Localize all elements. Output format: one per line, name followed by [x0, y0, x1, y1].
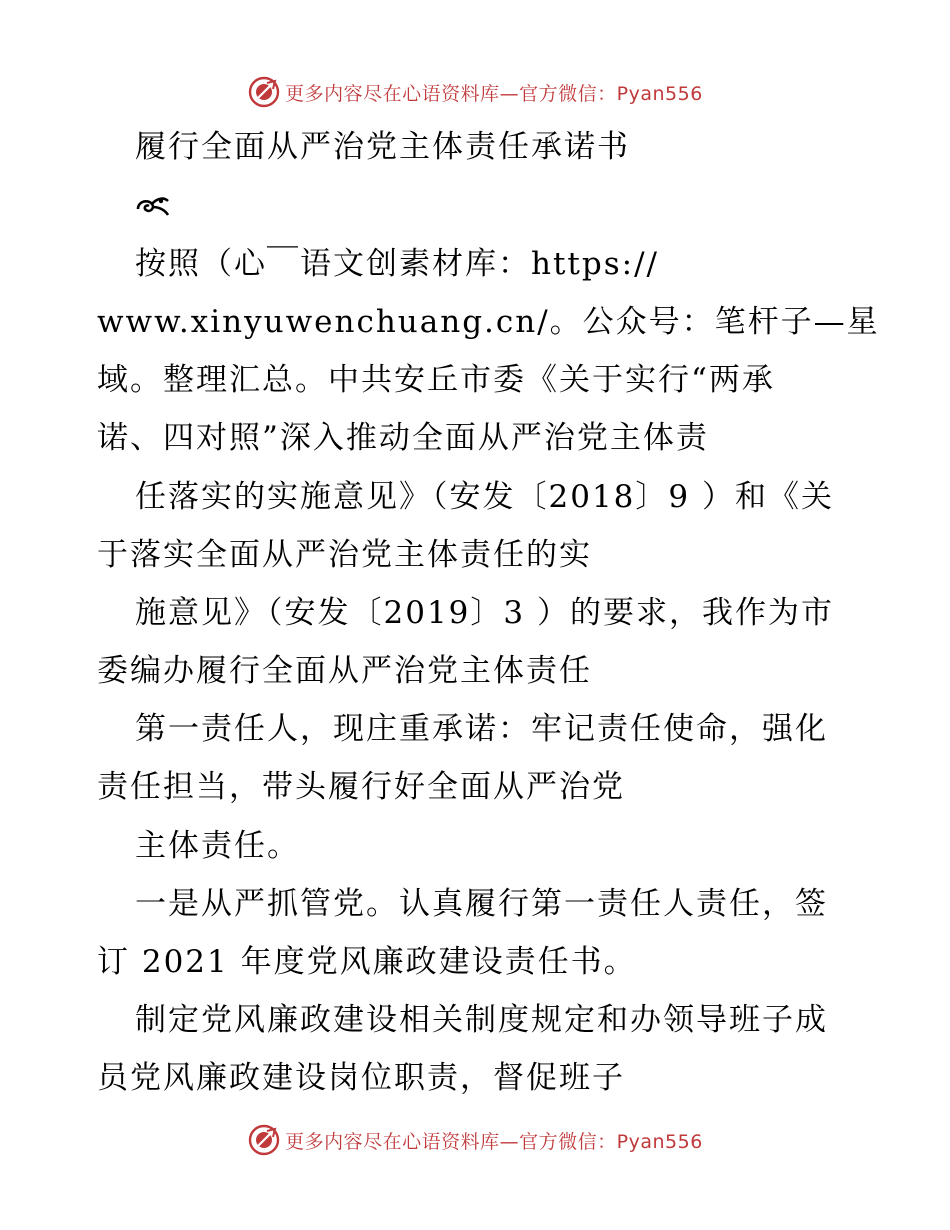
body-line-15: 员党风廉政建设岗位职责，督促班子 — [97, 1060, 625, 1096]
body-line-14: 制定党风廉政建设相关制度规定和办领导班子成 — [135, 1002, 828, 1038]
seal-icon — [247, 1123, 281, 1157]
body-line-9: 第一责任人，现庄重承诺：牢记责任使命，强化 — [135, 711, 828, 747]
body-line-13: 订 2021 年度党风廉政建设责任书。 — [97, 944, 637, 980]
body-line-11: 主体责任。 — [135, 828, 300, 864]
body-line-3: 域。整理汇总。中共安丘市委《关于实行“两承 — [97, 362, 775, 398]
body-line-2: www.xinyuwenchuang.cn/。公众号：笔杆子—星 — [97, 304, 880, 340]
footer-banner — [0, 1120, 950, 1160]
seal-icon — [247, 75, 281, 109]
footer-banner-content — [247, 1123, 703, 1157]
header-banner — [0, 72, 950, 112]
body-line-1: 按照（心￣语文创素材库：https:// — [135, 246, 659, 282]
body-line-8: 委编办履行全面从严治党主体责任 — [97, 653, 592, 689]
body-line-7: 施意见》（安发〔2019〕3 ）的要求，我作为市 — [135, 595, 834, 631]
body-line-10: 责任担当，带头履行好全面从严治党 — [97, 769, 625, 805]
header-banner-content — [247, 75, 703, 109]
document-title: 履行全面从严治党主体责任承诺书 — [135, 129, 630, 165]
body-line-4: 诺、四对照”深入推动全面从严治党主体责 — [97, 420, 709, 456]
body-line-12: 一是从严抓管党。认真履行第一责任人责任，签 — [135, 886, 828, 922]
body-line-5: 任落实的实施意见》（安发〔2018〕9 ）和《关 — [135, 479, 834, 515]
header-banner-text: 更多内容尽在心语资料库—官方微信：Pyan556 — [285, 82, 703, 105]
footer-banner-text: 更多内容尽在心语资料库—官方微信：Pyan556 — [285, 1130, 703, 1153]
floral-ornament-icon — [135, 193, 171, 219]
body-line-6: 于落实全面从严治党主体责任的实 — [97, 537, 592, 573]
